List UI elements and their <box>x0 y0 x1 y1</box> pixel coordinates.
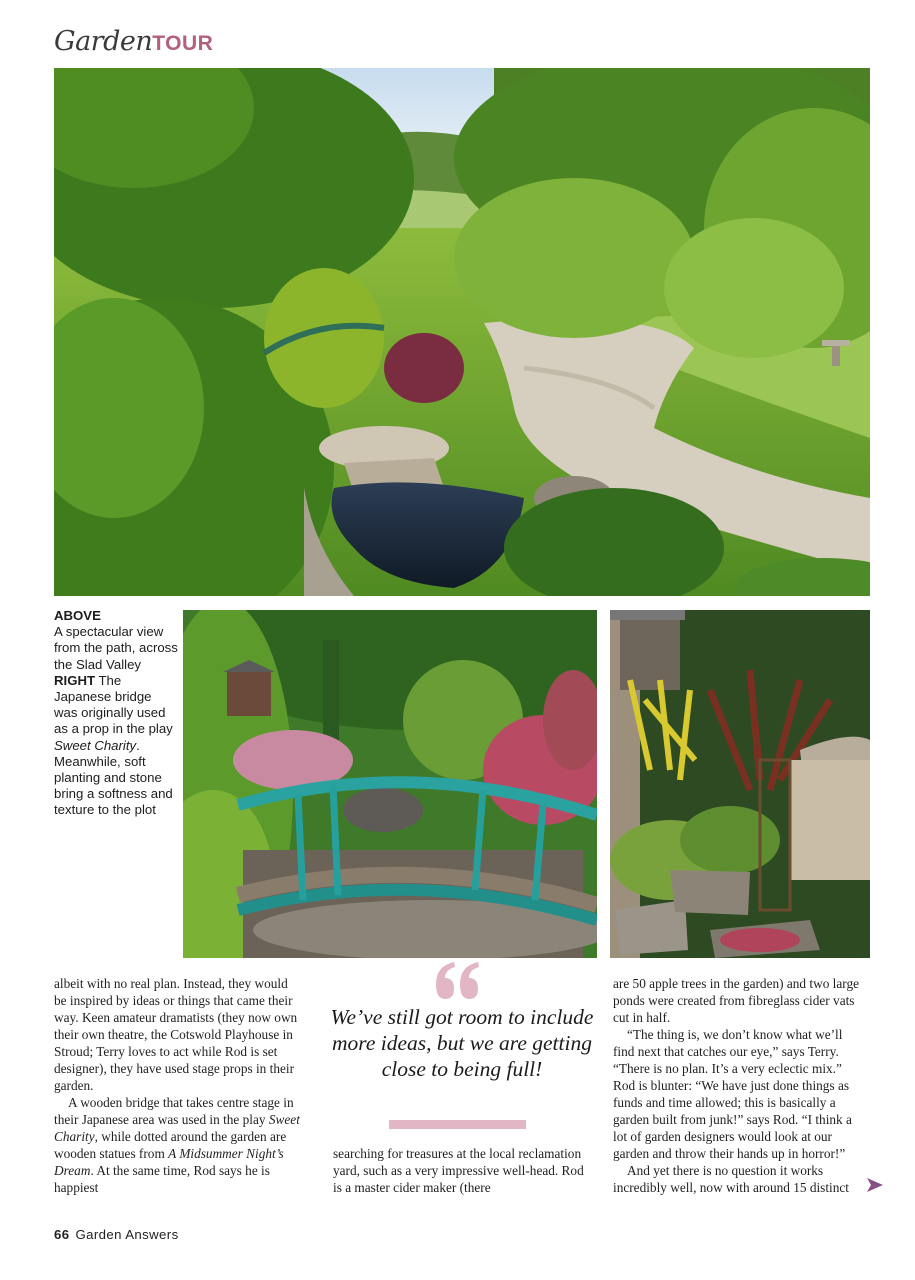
pull-quote: We’ve still got room to include more ideas, but we are getting close to being full! <box>330 1005 594 1081</box>
photo-japanese-bridge <box>183 610 597 958</box>
pull-quote-divider <box>389 1120 526 1129</box>
column1-text-a: A wooden bridge that takes centre stage in their Japanese area was used in the play <box>54 1095 294 1127</box>
section-title-bold: TOUR <box>152 32 214 55</box>
column1-text-b: , while dotted around the garden are wooden statues from <box>54 1129 287 1161</box>
column1-paragraph-1: albeit with no real plan. Instead, they would be inspired by ideas or things that came their way. Keen amateur dramatists (they now own their own theatre, the Cotswold Playhouse in Stroud; Terry loves to act while Rod is set designer), they have used stage props in their garden. <box>54 976 298 1093</box>
column3-paragraph-3: And yet there is no question it works incredibly well, now with around 15 distinct <box>613 1163 849 1195</box>
column3-paragraph-2: “The thing is, we don’t know what we’ll find next that catches our eye,” says Terry. “There is no plan. It’s a very eclectic mix.” Rod is blunter: “We have just done things as funds and time allowed; this is basically a garden built from junk!” says Rod. “I think a lot of garden designers would look at our garden and throw their hands up in horror!” <box>613 1027 852 1161</box>
photo-caption <box>54 608 178 819</box>
page-number: 66 <box>54 1227 70 1242</box>
photo-stone-planters <box>610 610 870 958</box>
quote-mark-icon <box>432 958 484 1002</box>
photo-valley-view <box>54 68 870 596</box>
page-footer <box>54 1227 179 1242</box>
column1-paragraph-2 <box>54 1094 301 1196</box>
caption-text-right-2: . Meanwhile, soft planting and stone bring a softness and texture to the plot <box>54 737 173 818</box>
article-column-2 <box>333 1145 595 1196</box>
continue-arrow-icon <box>866 1177 884 1193</box>
column3-paragraph-1: are 50 apple trees in the garden) and two large ponds were created from fibreglass cider vats cut in half. <box>613 976 860 1025</box>
caption-label-right: RIGHT <box>54 672 96 688</box>
caption-text-above: A spectacular view from the path, across the Slad Valley <box>54 624 178 672</box>
column1-title-midsummer: A Midsummer Night’s Dream <box>54 1146 284 1178</box>
caption-label-above: ABOVE <box>54 608 101 623</box>
article-column-1 <box>54 975 301 1196</box>
magazine-name: Garden Answers <box>75 1227 179 1242</box>
caption-text-right-1: The Japanese bridge was originally used as a prop in the play <box>54 672 173 737</box>
column2-paragraph-1: searching for treasures at the local reclamation yard, such as a very impressive well-head. Rod is a master cider maker (there <box>333 1146 584 1195</box>
section-header <box>54 26 213 62</box>
section-title-script: Garden <box>54 26 153 57</box>
column1-text-c: . At the same time, Rod says he is happiest <box>54 1163 270 1195</box>
article-column-3 <box>613 975 867 1196</box>
caption-play-title: Sweet Charity <box>54 737 137 753</box>
column1-title-sweet-charity: Sweet Charity <box>54 1112 300 1144</box>
